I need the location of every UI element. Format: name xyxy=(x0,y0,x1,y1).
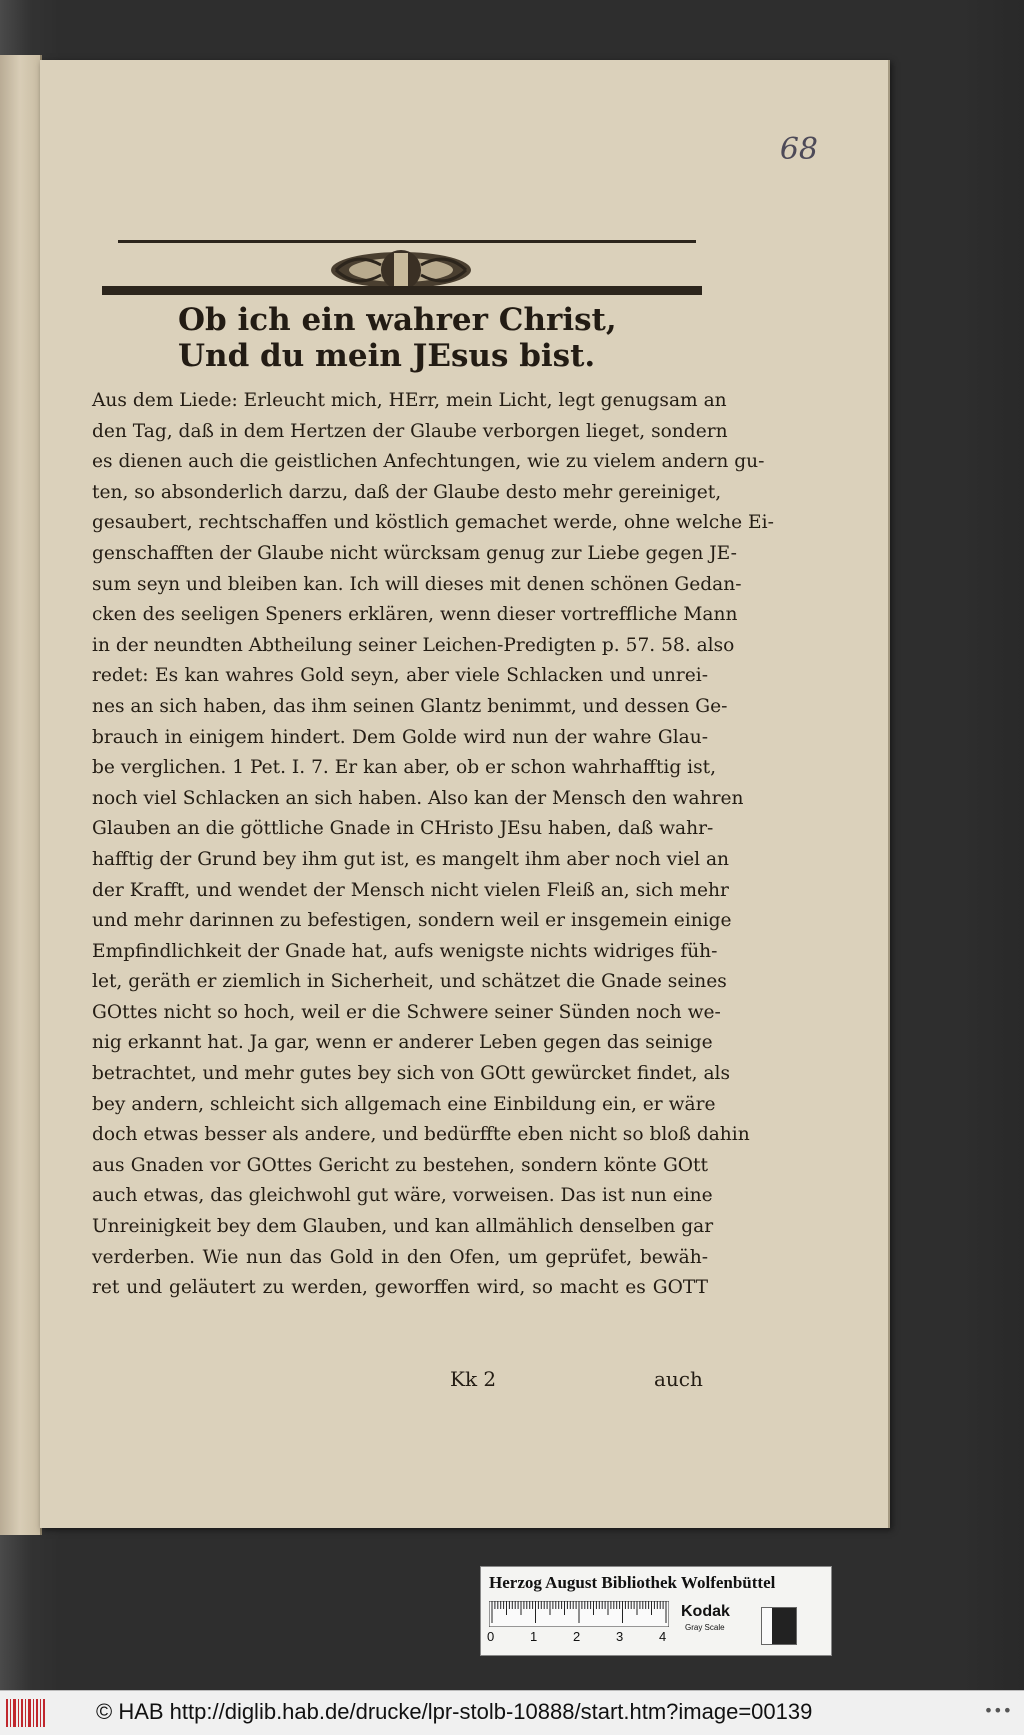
text-line: Empfindlichkeit der Gnade hat, aufs wenigste nichts widriges füh- xyxy=(92,940,718,962)
gray-patch xyxy=(761,1607,797,1645)
more-options-icon[interactable]: ••• xyxy=(983,1701,1012,1720)
text-line: gesaubert, rechtschaffen und köstlich gemachet werde, ohne welche Ei- xyxy=(92,512,774,534)
text-line: let, geräth er ziemlich in Sicherheit, und schätzet die Gnade seines xyxy=(92,971,727,993)
text-line: ten, so absonderlich darzu, daß der Glaube desto mehr gereiniget, xyxy=(92,481,722,503)
text-line: aus Gnaden vor GOttes Gericht zu bestehen, sondern könte GOtt xyxy=(92,1154,708,1176)
text-line: bey andern, schleicht sich allgemach eine Einbildung ein, er wäre xyxy=(92,1093,716,1115)
barcode-icon[interactable] xyxy=(4,1697,46,1729)
text-line: und mehr darinnen zu befestigen, sondern weil er insgemein einige xyxy=(92,910,732,932)
text-line: Unreinigkeit bey dem Glauben, und kan allmählich denselben gar xyxy=(92,1216,714,1238)
text-line: verderben. Wie nun das Gold in den Ofen, um geprüfet, bewäh- xyxy=(92,1246,708,1268)
folio-number: 68 xyxy=(779,132,818,167)
color-calibration-card xyxy=(480,1566,832,1656)
text-line: in der neundten Abtheilung seiner Leichen-Predigten p. 57. 58. also xyxy=(92,634,735,656)
text-line: den Tag, daß in dem Hertzen der Glaube verborgen lieget, sondern xyxy=(92,420,728,442)
text-line: be verglichen. 1 Pet. I. 7. Er kan aber, ob er schon wahrhafftig ist, xyxy=(92,757,717,779)
viewer-status-bar xyxy=(0,1690,1024,1735)
text-line: redet: Es kan wahres Gold seyn, aber viele Schlacken und unrei- xyxy=(92,665,708,687)
text-line: ret und geläutert zu werden, geworffen wird, so macht es GOTT xyxy=(92,1277,708,1299)
text-line: GOttes nicht so hoch, weil er die Schwere seiner Sünden noch we- xyxy=(92,1001,721,1023)
text-line: sum seyn und bleiben kan. Ich will dieses mit denen schönen Gedan- xyxy=(92,573,742,595)
ruler-label: 1 xyxy=(530,1629,538,1644)
body-text xyxy=(92,386,774,1304)
ruler-label: 2 xyxy=(573,1629,581,1644)
catchword: auch xyxy=(654,1367,703,1391)
text-line: genschafften der Glaube nicht würcksam genug zur Liebe gegen JE- xyxy=(92,542,737,564)
left-page-edge xyxy=(0,55,42,1535)
kodak-gray-scale xyxy=(681,1603,821,1647)
ruler-label: 4 xyxy=(659,1629,667,1644)
text-line: brauch in einigem hindert. Dem Golde wird nun der wahre Glau- xyxy=(92,726,708,748)
text-line: doch etwas besser als andere, und bedürffte eben nicht so bloß dahin xyxy=(92,1124,750,1146)
text-line: der Krafft, und wendet der Mensch nicht vielen Fleiß an, sich mehr xyxy=(92,879,729,901)
text-line: nig erkannt hat. Ja gar, wenn er anderer Leben gegen das seinige xyxy=(92,1032,713,1054)
copyright-url[interactable]: © HAB http://diglib.hab.de/drucke/lpr-stolb-10888/start.htm?image=00139 xyxy=(96,1699,813,1724)
ruler-label: 0 xyxy=(487,1629,495,1644)
text-line: Aus dem Liede: Erleucht mich, HErr, mein Licht, legt genugsam an xyxy=(92,390,727,411)
text-line: nes an sich haben, das ihm seinen Glantz benimmt, und dessen Ge- xyxy=(92,695,728,717)
library-name: Herzog August Bibliothek Wolfenbüttel xyxy=(489,1573,776,1592)
text-line: hafftig der Grund bey ihm gut ist, es mangelt ihm aber noch viel an xyxy=(92,848,730,870)
ruler-scale xyxy=(489,1601,669,1627)
text-line: betrachtet, und mehr gutes bey sich von GOtt gewürcket findet, als xyxy=(92,1063,731,1085)
bottom-rule xyxy=(102,286,702,295)
heading-line: Ob ich ein wahrer Christ, xyxy=(178,302,617,338)
heading-line: Und du mein JEsus bist. xyxy=(178,338,596,374)
ruler-label: 3 xyxy=(616,1629,624,1644)
text-line: noch viel Schlacken an sich haben. Also kan der Mensch den wahren xyxy=(92,787,744,809)
page-heading xyxy=(178,302,718,374)
text-line: cken des seeligen Speners erklären, wenn dieser vortreffliche Mann xyxy=(92,604,738,626)
text-line: es dienen auch die geistlichen Anfechtungen, wie zu vielem andern gu- xyxy=(92,451,765,473)
text-line: auch etwas, das gleichwohl gut wäre, vorweisen. Das ist nun eine xyxy=(92,1185,713,1207)
book-page xyxy=(40,60,890,1528)
signature-mark: Kk 2 xyxy=(450,1367,497,1391)
kodak-subtitle: Gray Scale xyxy=(685,1623,725,1632)
kodak-logo: Kodak xyxy=(681,1603,730,1620)
text-line: Glauben an die göttliche Gnade in CHristo JEsu haben, daß wahr- xyxy=(92,818,714,840)
